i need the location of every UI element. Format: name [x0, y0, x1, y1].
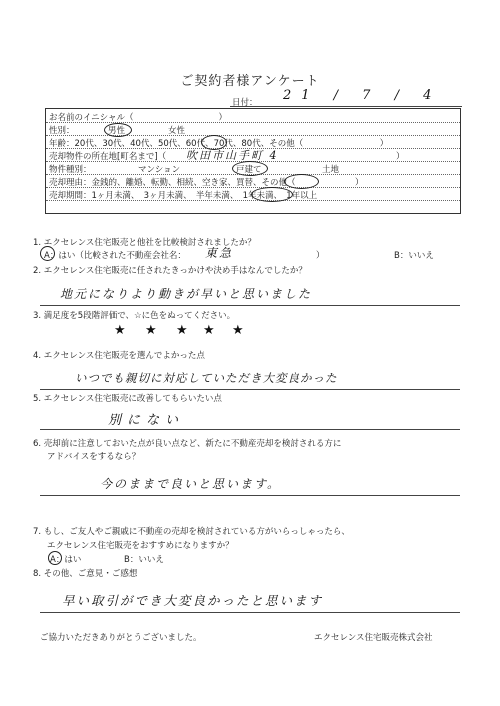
- q5-answer-line: [40, 429, 460, 430]
- q1-option-a: A：はい（比較された不動産会社名：: [44, 251, 186, 261]
- q6-question: 6. 売却前に注意しておいた点が良い点など、新たに不動産売却を検討される方に: [33, 439, 342, 449]
- property-type-label: 物件種別：: [49, 165, 92, 175]
- period-selected-circle: [251, 187, 293, 202]
- q2-answer: 地元になりより動きが早いと思いました: [60, 287, 313, 301]
- date-label: 日付：: [232, 98, 258, 108]
- house-selected-circle: [232, 161, 268, 176]
- q7-option-a: A：はい: [50, 555, 82, 565]
- q2-answer-line: [40, 305, 460, 306]
- q1-a-close: ）: [316, 251, 325, 261]
- location-value: 吹田市山手町 4: [186, 149, 279, 162]
- initials-field: お名前のイニシャル（ ）: [49, 113, 227, 123]
- gender-male: 男性: [108, 126, 126, 136]
- q1-option-b: B：いいえ: [394, 251, 434, 261]
- q7-option-b: B：いいえ: [124, 555, 164, 565]
- q4-answer: いつでも親切に対応していただき大変良かった: [75, 371, 338, 385]
- customer-info-box: [45, 108, 461, 214]
- q7-question: 7. もし、ご友人やご親戚に不動産の売却を検討されている方がいらっしゃったら、: [33, 527, 350, 537]
- q4-question: 4. エクセレンス住宅販売を選んでよかった点: [33, 351, 205, 361]
- q6-question-line2: アドバイスをするなら？: [47, 452, 141, 462]
- location-label: 売却物件の所在地[町名まで]（: [49, 152, 167, 162]
- q2-question: 2. エクセレンス住宅販売に任されたきっかけや決め手はなんでしたか？: [33, 266, 307, 276]
- location-close: ）: [396, 152, 405, 162]
- star-4-icon[interactable]: ★: [203, 323, 215, 338]
- q7-question-line2: エクセレンス住宅販売をおすすめになりますか？: [47, 541, 234, 551]
- footer-thanks: ご協力いただきありがとうございました。: [40, 633, 202, 643]
- star-3-icon[interactable]: ★: [176, 323, 188, 338]
- star-5-icon[interactable]: ★: [232, 323, 244, 338]
- q8-answer: 早い取引ができ大変良かったと思います: [62, 593, 324, 608]
- footer-company: エクセレンス住宅販売株式会社: [314, 633, 433, 643]
- property-type-land: 土地: [322, 165, 340, 175]
- q5-answer: 別にない: [108, 413, 185, 428]
- age-field: 年齢：20代、30代、40代、50代、60代、70代、80代、その他（ ）: [49, 139, 389, 149]
- q5-question: 5. エクセレンス住宅販売に改善してもらいたい点: [33, 394, 222, 404]
- property-type-house: 戸建て: [236, 165, 262, 175]
- gender-female: 女性: [168, 126, 186, 136]
- q3-question: 3. 満足度を5段階評価で、☆に色をぬってください。: [33, 311, 236, 321]
- reason-selected-circle: [284, 174, 319, 189]
- sale-reason-field: 売却理由：金銭的、離婚、転勤、相続、空き家、買替、その他（ ）: [49, 178, 364, 188]
- q4-answer-line: [40, 389, 460, 390]
- q8-answer-line: [40, 612, 460, 613]
- gender-label: 性別：: [49, 126, 75, 136]
- sale-period-field: 売却期間：1ヶ月未満、 3ヶ月未満、 半年未満、 1年未満、 1年以上: [49, 191, 318, 201]
- q1-company-answer: 東急: [205, 246, 234, 260]
- male-selected-circle: [104, 123, 132, 137]
- star-2-icon[interactable]: ★: [145, 323, 157, 338]
- date-underline: [230, 106, 462, 107]
- star-1-icon[interactable]: ★: [114, 323, 126, 338]
- survey-title: ご契約者様アンケート: [180, 74, 320, 89]
- property-type-mansion: マンション: [138, 165, 181, 175]
- q6-answer: 今のままで良いと思います。: [100, 477, 282, 491]
- date-value: 21 / 7 / 4: [283, 88, 442, 103]
- q6-answer-line: [40, 495, 460, 496]
- q1-question: 1. エクセレンス住宅販売と他社を比較検討されましたか？: [33, 238, 256, 248]
- q8-question: 8. その他、ご意見・ご感想: [33, 569, 138, 579]
